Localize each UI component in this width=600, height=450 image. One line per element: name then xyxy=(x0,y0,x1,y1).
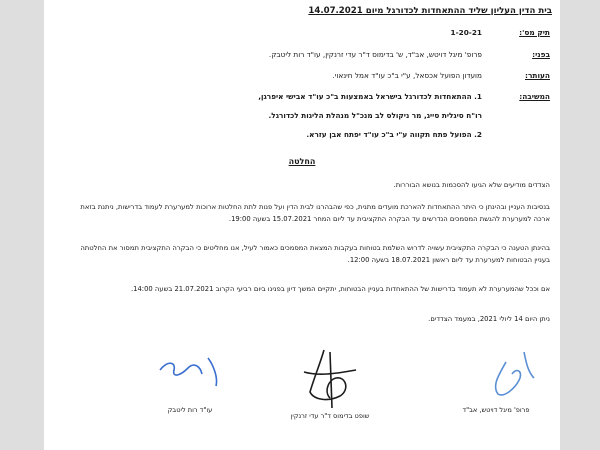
appellant-label: העותר: xyxy=(525,71,550,80)
decision-title: החלטה xyxy=(288,157,316,166)
respondents-label: המשיבה: xyxy=(519,92,550,101)
respondent-1-continued: רו"ח סיגלית סייג, מר ניקולס לב מנכ"ל מנהלת הליגות לכדורגל. xyxy=(268,111,482,120)
paragraph-5: ניתן היום 14 ליולי 2021, במעמד הצדדים. xyxy=(428,315,550,323)
signature-block-3 xyxy=(130,342,250,422)
signature-1-image xyxy=(436,342,556,404)
signature-block-2 xyxy=(270,342,390,422)
signature-2-name: שופט בדימוס ד"ר עדי זרנקין xyxy=(290,412,370,420)
file-number: 1-20-21 xyxy=(450,28,482,37)
signature-block-1 xyxy=(436,342,556,422)
file-number-label: תיק מס': xyxy=(519,28,550,37)
signature-3-name: עו"ד רות ליטבק xyxy=(167,406,213,414)
respondent-1: 1. ההתאחדות לכדורגל בישראל באמצעות ב"כ עו"ד אבישי איפרגן, xyxy=(258,92,482,101)
respondent-2: 2. הפועל פתח תקווה ע"י ב"כ עו"ד יפתח אבן עזרא. xyxy=(306,130,482,139)
paragraph-2: בנסיבות העניין ובהינתן כי היתר ההתאחדות להארכת מועדים מתנית, כפי שהבהרנו לבית הדין ועל פנות לתת החלטות ארוכות למערערת לעמוד בדרישות, ניתנת בזאת ארכה למערערת להגשת המסמכים הנדרשים עד הבקרה התקציבית עד ליום המחר 15.07.2021 בשעה 19:00. xyxy=(80,203,550,223)
decision-document xyxy=(44,0,560,450)
signature-1-name: פרופ' מיגל דויטש, אב"ד xyxy=(462,406,530,414)
panel-members: פרופ' מיגל דויטש, אב"ד, ש' בדימוס ד"ר עדי זרנקין, עו"ד רות ליטבק. xyxy=(268,50,482,59)
document-header: בית הדין העליון שליד ההתאחדות לכדורגל מיום 14.07.2021 xyxy=(308,6,552,16)
appellant-value: מועדון הפועל אכסאל, ע"י ב"כ עו"ד אמל חינאוי. xyxy=(332,71,482,80)
signature-3-image xyxy=(130,342,250,404)
signature-2-image xyxy=(270,342,390,412)
before-label: בפני: xyxy=(532,50,550,59)
paragraph-1: הצדדים מודיעים שלא הגיעו להסכמות בנושא הבוררות. xyxy=(393,181,550,189)
paragraph-4: אם וככל שהמערערת לא תעמוד בדרישות של ההתאחדות בעניין הבטוחות, יתקיים המשך דיון בפנינו ביום רביעי הקרוב 21.07.2021 בשעה 14:00. xyxy=(130,285,550,293)
paragraph-3: בהינתן הטענה כי הבקרה התקציבית עשויה לדרוש השלמת בטוחות בעקבות המצאת המסמכים כאמור לעיל, אנו מחליטים כי הבקרה התקציבית תמסור את החלטתה בעניין הבטוחות למערערת עד ליום ראשון 18.07.2021 בשעה 12:00. xyxy=(80,244,550,264)
